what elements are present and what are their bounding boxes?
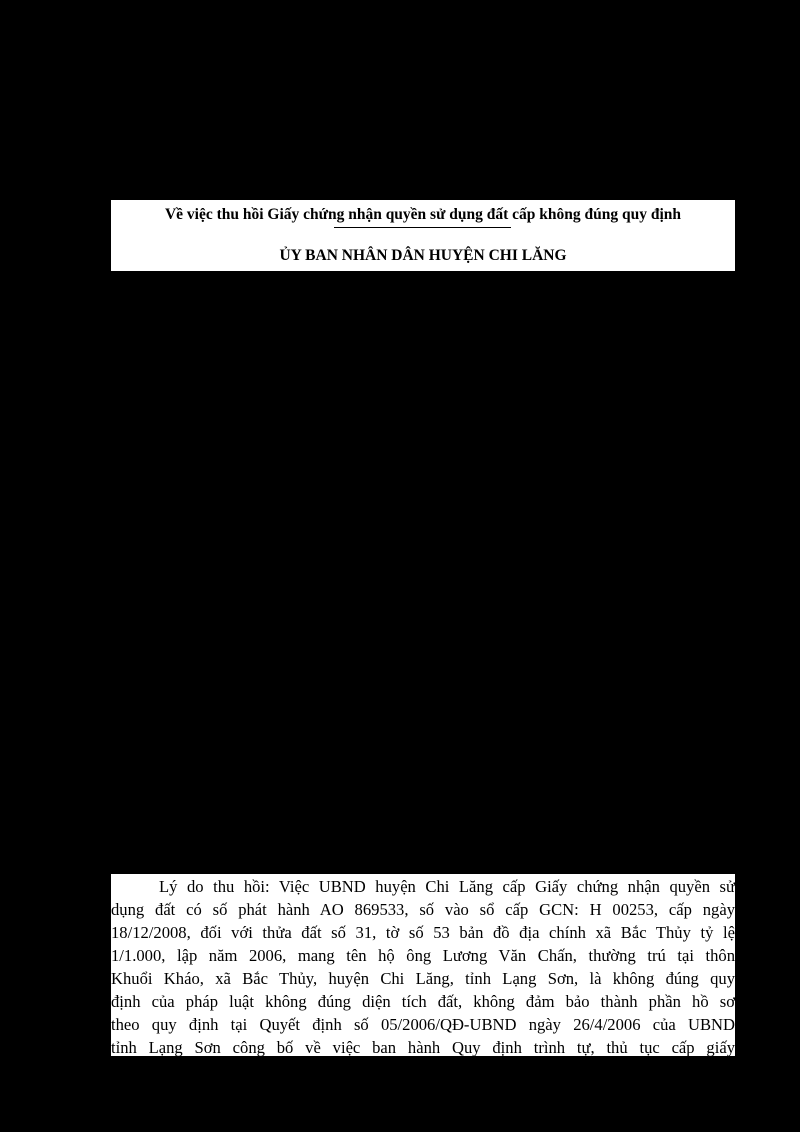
body-line: theo quy định tại Quyết định số 05/2006/QĐ-UBND ngày 26/4/2006 của UBND [111,1015,735,1034]
document-body [111,874,735,1056]
body-line: 18/12/2008, đối với thửa đất số 31, tờ số 53 bản đồ địa chính xã Bắc Thủy tỷ lệ [111,923,735,942]
body-line: 1/1.000, lập năm 2006, mang tên hộ ông Lương Văn Chấn, thường trú tại thôn [111,946,735,965]
document-header [111,200,735,271]
body-line: Lý do thu hồi: Việc UBND huyện Chi Lăng cấp Giấy chứng nhận quyền sử [159,877,735,896]
document-subject: Về việc thu hồi Giấy chứng nhận quyền sử dụng đất cấp không đúng quy định [164,206,682,223]
body-line: dụng đất có số phát hành AO 869533, số vào sổ cấp GCN: H 00253, cấp ngày [111,900,735,919]
issuing-authority: ỦY BAN NHÂN DÂN HUYỆN CHI LĂNG [279,247,567,264]
body-line: tỉnh Lạng Sơn công bố về việc ban hành Quy định trình tự, thủ tục cấp giấy [111,1038,735,1056]
subject-underline [334,227,511,228]
body-line: Khuổi Kháo, xã Bắc Thủy, huyện Chi Lăng, tỉnh Lạng Sơn, là không đúng quy [111,969,735,988]
body-line: định của pháp luật không đúng diện tích đất, không đảm bảo thành phần hồ sơ [111,992,735,1011]
